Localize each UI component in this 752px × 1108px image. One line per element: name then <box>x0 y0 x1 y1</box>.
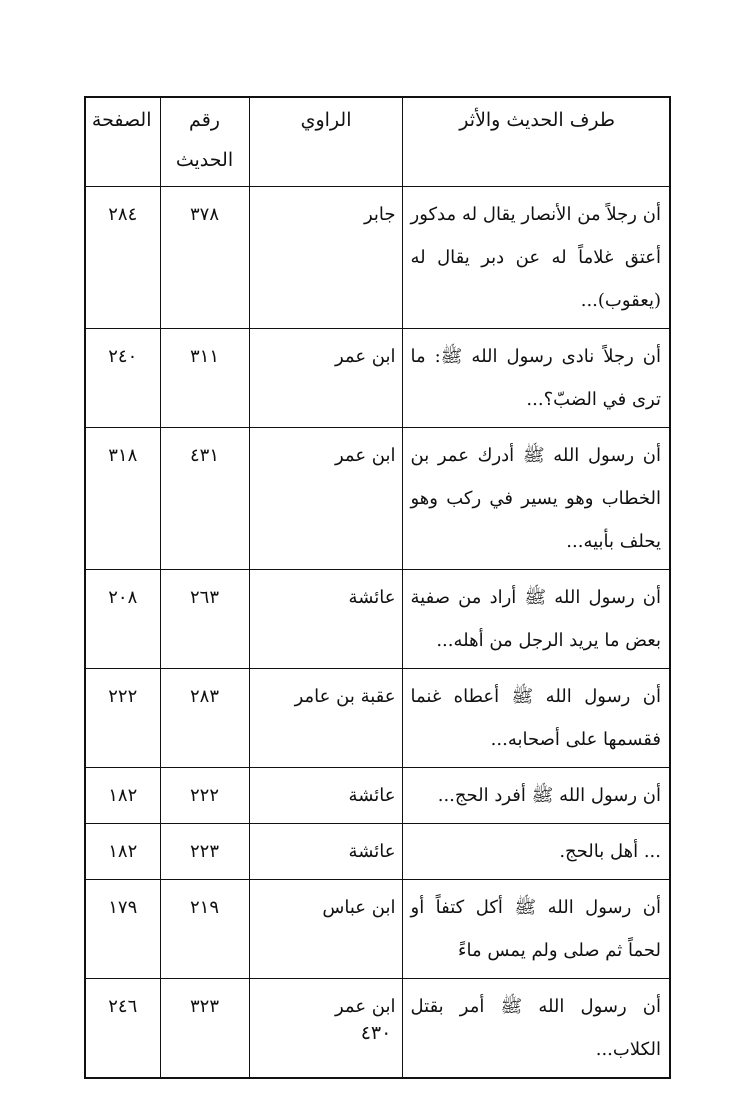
narrator-cell: ابن عباس <box>249 880 402 979</box>
hadith-number-cell: ٢٢٣ <box>160 824 249 880</box>
hadith-number-cell: ٢٢٢ <box>160 768 249 824</box>
hadith-text-cell: أن رجلاً نادى رسول الله ﷺ: ما ترى في الضبّ؟... <box>402 329 670 428</box>
hadith-number-cell: ٣٢٣ <box>160 979 249 1079</box>
hadith-text-cell: ... أهل بالحج. <box>402 824 670 880</box>
table-header-row <box>85 97 670 187</box>
narrator-cell: عائشة <box>249 824 402 880</box>
hadith-number-cell: ٢١٩ <box>160 880 249 979</box>
table-row <box>85 880 670 979</box>
header-hadith-text: طرف الحديث والأثر <box>402 97 670 187</box>
header-page: الصفحة <box>85 97 160 187</box>
hadith-number-cell: ٣٧٨ <box>160 187 249 329</box>
table-row <box>85 824 670 880</box>
hadith-index-table <box>84 96 671 1079</box>
table-body <box>85 187 670 1079</box>
page-cell: ١٧٩ <box>85 880 160 979</box>
hadith-text-cell: أن رسول الله ﷺ أراد من صفية بعض ما يريد الرجل من أهله... <box>402 570 670 669</box>
hadith-text-cell: أن رسول الله ﷺ أدرك عمر بن الخطاب وهو يسير في ركب وهو يحلف بأبيه... <box>402 428 670 570</box>
page-number: ٤٣٠ <box>360 1022 392 1044</box>
header-number-line1: رقم <box>189 109 220 131</box>
narrator-cell: عقبة بن عامر <box>249 669 402 768</box>
hadith-number-cell: ٤٣١ <box>160 428 249 570</box>
table-row <box>85 428 670 570</box>
page-cell: ٣١٨ <box>85 428 160 570</box>
narrator-cell: عائشة <box>249 570 402 669</box>
narrator-cell: ابن عمر <box>249 329 402 428</box>
header-number-line2: الحديث <box>175 149 234 171</box>
table-row <box>85 570 670 669</box>
page-cell: ٢٤٠ <box>85 329 160 428</box>
hadith-number-cell: ٣١١ <box>160 329 249 428</box>
hadith-text-cell: أن رسول الله ﷺ أعطاه غنما فقسمها على أصحابه... <box>402 669 670 768</box>
table-row <box>85 669 670 768</box>
hadith-text-cell: أن رسول الله ﷺ أكل كتفاً أو لحماً ثم صلى ولم يمس ماءً <box>402 880 670 979</box>
table-row <box>85 187 670 329</box>
table-row <box>85 329 670 428</box>
narrator-cell: جابر <box>249 187 402 329</box>
page-cell: ١٨٢ <box>85 768 160 824</box>
hadith-text-cell: أن رجلاً من الأنصار يقال له مدكور أعتق غلاماً له عن دبر يقال له (يعقوب)... <box>402 187 670 329</box>
hadith-text-cell: أن رسول الله ﷺ أفرد الحج... <box>402 768 670 824</box>
table-row <box>85 768 670 824</box>
page-cell: ٢٢٢ <box>85 669 160 768</box>
page-cell: ٢٠٨ <box>85 570 160 669</box>
page-cell: ٢٨٤ <box>85 187 160 329</box>
hadith-number-cell: ٢٦٣ <box>160 570 249 669</box>
narrator-cell: ابن عمر <box>249 979 402 1079</box>
page-cell: ١٨٢ <box>85 824 160 880</box>
header-narrator: الراوي <box>249 97 402 187</box>
header-hadith-number <box>160 97 249 187</box>
hadith-text-cell: أن رسول الله ﷺ أمر بقتل الكلاب... <box>402 979 670 1079</box>
narrator-cell: عائشة <box>249 768 402 824</box>
hadith-number-cell: ٢٨٣ <box>160 669 249 768</box>
page-cell: ٢٤٦ <box>85 979 160 1079</box>
narrator-cell: ابن عمر <box>249 428 402 570</box>
